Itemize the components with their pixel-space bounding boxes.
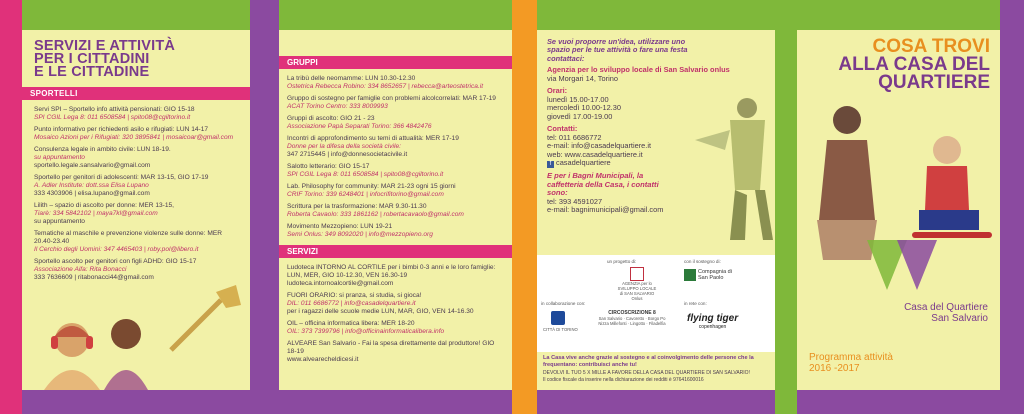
item-detail: www.alvearecheldicesi.it	[287, 356, 359, 363]
agency-name: Agenzia per lo sviluppo locale di San Salvario onlus	[547, 65, 730, 75]
cover-title-2: ALLA CASA DEL	[838, 54, 990, 75]
cover-title-1: COSA TROVI	[872, 36, 990, 57]
item-title: Punto informativo per richiedenti asilo e rifugiati: LUN 14-17	[34, 126, 209, 133]
item-title: Ludoteca INTORNO AL CORTILE per i bimbi 0-3 anni e le loro famiglie: LUN, MER, GIO 10-12.30, VEN 16.30-19	[287, 264, 496, 279]
item-detail: su appuntamento	[34, 218, 85, 225]
dancers-photo	[675, 90, 775, 240]
panel-cover	[797, 30, 1000, 390]
item-contact: Associazione Aifa: Rita Bonacci	[34, 266, 127, 273]
program-title	[809, 352, 893, 374]
item-contact: Ostetrica Rebecca Robino: 334 8652657 | rebecca@arteostetrica.it	[287, 83, 484, 90]
item-contact: Associazione Papà Separati Torino: 366 4842476	[287, 123, 432, 130]
circ-title: CIRCOSCRIZIONE 8	[608, 310, 656, 316]
sponsors-area	[537, 255, 775, 390]
trumpet-icon	[166, 280, 246, 360]
item-contact: CRIF Torino: 339 6248401 | infocrifitorino@gmail.com	[287, 191, 444, 198]
address: via Morgari 14, Torino	[547, 73, 618, 83]
bagni-phone: tel: 393 4591027	[547, 196, 603, 206]
list-item	[287, 135, 504, 159]
circoscrizione-logo	[597, 310, 667, 326]
item-detail: per i ragazzi delle scuole medie LUN, MAR, GIO, VEN 14-16.30	[287, 308, 474, 315]
item-title: Gruppi di ascolto: GIO 21 - 23	[287, 115, 375, 122]
title-line: PER I CITTADINI	[34, 51, 150, 67]
services-list	[287, 264, 504, 364]
compagnia-logo	[684, 269, 738, 281]
brand-name	[904, 302, 988, 324]
program-years: 2016 -2017	[809, 363, 860, 374]
section-sportelli: SPORTELLI	[22, 87, 250, 100]
item-contact: Il Cerchio degli Uomini: 347 4465403 | roby.pol@libero.it	[34, 246, 199, 253]
flying-sub: copenhagen	[698, 324, 727, 330]
rete-label: in rete con:	[684, 301, 707, 306]
item-title: Incontri di approfondimento su temi di attualità: MER 17-19	[287, 135, 459, 142]
list-item	[287, 292, 504, 316]
item-contact: su appuntamento	[34, 154, 85, 161]
sostegno-label: con il sostegno di:	[684, 259, 721, 264]
brand-line-2: San Salvario	[931, 313, 988, 324]
list-item	[34, 230, 238, 254]
item-contact: Tiarè: 334 5842102 | maya7kl@gmail.com	[34, 210, 158, 217]
item-title: La tribù delle neomamme: LUN 10.30-12.30	[287, 75, 416, 82]
citta-label: CITTÀ DI TORINO	[543, 327, 578, 332]
list-item	[34, 126, 238, 142]
list-item	[34, 174, 238, 198]
item-detail: 333 7636609 | ritabonacci44@gmail.com	[34, 274, 154, 281]
flying-title: flying tiger	[687, 313, 739, 324]
item-title: ALVEARE San Salvario - Fai la spesa direttamente dal produttore! GIO 18-19	[287, 340, 495, 355]
item-contact: DIL: 011 6686772 | info@casadelquartiere.it	[287, 300, 416, 307]
item-title: Lilith – spazio di ascolto per donne: MER 13-15,	[34, 202, 175, 209]
item-title: Tematiche al maschile e prevenzione violenze sulle donne: MER 20.40-23.40	[34, 230, 223, 245]
item-title: Sportello per genitori di adolescenti: MAR 13-15, GIO 17-19	[34, 174, 209, 181]
contatti-label: Contatti:	[547, 124, 578, 134]
bagni-email[interactable]: e-mail: bagnimunicipali@gmail.com	[547, 205, 664, 215]
orari-line: mercoledì 10.00-12.30	[547, 103, 621, 113]
item-title: Scrittura per la trasformazione: MAR 9.30-11.30	[287, 203, 427, 210]
list-item	[34, 202, 238, 226]
email-link[interactable]: e-mail: info@casadelquartiere.it	[547, 141, 652, 151]
panel1-title	[34, 40, 238, 79]
cover-title-3: QUARTIERE	[878, 72, 990, 93]
panel-contacts	[537, 30, 775, 390]
sportelli-list	[34, 106, 238, 282]
circ-line: Nizza Millefonti · Lingotto · Filadelfia	[598, 321, 666, 326]
facebook-icon: f	[547, 161, 554, 168]
item-contact: OIL: 373 7399796 | info@officinainformaticalibera.info	[287, 328, 445, 335]
item-title: FUORI ORARIO: si pranza, si studia, si gioca!	[287, 292, 422, 299]
list-item	[287, 75, 504, 91]
list-item	[287, 115, 504, 131]
item-contact: SPI CGIL Lega 8: 011 6508584 | spito08@cgiltorino.it	[34, 114, 191, 121]
item-title: Sportello ascolto per genitori con figli ADHD: GIO 15-17	[34, 258, 197, 265]
cdq-logo	[857, 230, 947, 300]
torino-crest-icon	[551, 311, 565, 325]
groups-list	[287, 75, 504, 239]
panel-services	[22, 30, 250, 390]
bagni-text: E per i Bagni Municipali, la caffetteria della Casa, i contatti sono:	[547, 171, 659, 198]
list-item	[34, 146, 238, 170]
compagnia-text: Compagnia di San Paolo	[698, 269, 732, 281]
list-item	[287, 163, 504, 179]
footer-line: DEVOLVI IL TUO 5 X MILLE A FAVORE DELLA CASA DEL QUARTIERE DI SAN SALVARIO!	[543, 370, 750, 376]
list-item	[34, 106, 238, 122]
item-title: Movimento Mezzopieno: LUN 19-21	[287, 223, 393, 230]
item-title: Salotto letterario: GIO 15-17	[287, 163, 370, 170]
list-item	[287, 264, 504, 288]
item-contact: ACAT Torino Centro: 333 8009993	[287, 103, 388, 110]
item-detail: sportello.legale.sansalvario@gmail.com	[34, 162, 151, 169]
orari-label: Orari:	[547, 86, 568, 96]
section-servizi: SERVIZI	[279, 245, 512, 258]
flying-tiger-logo	[687, 313, 738, 330]
phone: tel: 011 6686772	[547, 132, 602, 142]
list-item	[287, 223, 504, 239]
list-item	[34, 258, 238, 282]
website-link[interactable]: web: www.casadelquartiere.it	[547, 149, 643, 159]
agenzia-logo-text: AGENZIA per lo SVILUPPO LOCALE di SAN SALVARIO Onlus	[617, 281, 657, 301]
agenzia-logo	[617, 267, 657, 301]
progetto-label: un progetto di:	[607, 259, 637, 264]
item-contact: A. Adler Institute: dott.ssa Elisa Lupano	[34, 182, 149, 189]
item-contact: SPI CGIL Lega 8: 011 6508584 | spito08@cgiltorino.it	[287, 171, 444, 178]
children-photo	[34, 300, 164, 390]
list-item	[287, 320, 504, 336]
item-detail: 333 4303906 | elisa.lupano@gmail.com	[34, 190, 150, 197]
list-item	[287, 203, 504, 219]
program-label: Programma attività	[809, 352, 893, 363]
list-item	[287, 95, 504, 111]
footer-line: Il codice fiscale da inserire nella dichiarazione dei redditi è 97641600016	[543, 376, 704, 383]
item-contact: Semi Onlus: 349 8092020 | info@mezzopieno.org	[287, 231, 433, 238]
item-title: Consulenza legale in ambito civile: LUN 18-19.	[34, 146, 171, 153]
item-contact: Roberta Cavaolo: 333 1861162 | robertacavaolo@gmail.com	[287, 211, 464, 218]
item-title: OIL – officina informatica libera: MER 18-20	[287, 320, 415, 327]
item-contact: Donne per la difesa della società civile:	[287, 143, 401, 150]
panel-groups	[279, 30, 512, 390]
section-gruppi: GRUPPI	[279, 56, 512, 69]
footer-line: La Casa vive anche grazie al sostegno e al coinvolgimento delle persone che la frequentano: contribuisci anche tu!	[543, 355, 754, 368]
item-detail: 347 2715445 | info@donnesocietacivile.it	[287, 151, 408, 158]
item-title: Lab. Philosophy for community: MAR 21-23 ogni 15 giorni	[287, 183, 456, 190]
title-line: SERVIZI E ATTIVITÀ	[34, 38, 176, 54]
item-title: Gruppo di sostegno per famiglie con problemi alcolcorrelati: MAR 17-19	[287, 95, 496, 102]
list-item	[287, 183, 504, 199]
brand-line-1: Casa del Quartiere	[904, 302, 988, 313]
collaborazione-label: in collaborazione con:	[541, 301, 586, 306]
item-detail: ludoteca.intornoalcortile@gmail.com	[287, 280, 394, 287]
item-contact: Mosaico Azioni per i Rifugiati: 320 3895841 | mosaicoar@gmail.com	[34, 134, 234, 141]
facebook-label: casadelquartiere	[556, 158, 611, 168]
item-title: Servi SPI – Sportello info attività pensionati: GIO 15-18	[34, 106, 195, 113]
circ-line: San Salvario · Cavoretto · Borgo Po	[598, 316, 666, 321]
orari-line: lunedì 15.00-17.00	[547, 94, 609, 104]
list-item	[287, 340, 504, 364]
title-line: E LE CITTADINE	[34, 64, 150, 80]
footer-box	[537, 352, 775, 390]
intro-text: Se vuoi proporre un'idea, utilizzare uno spazio per le tue attività o fare una festa contattaci:	[547, 37, 688, 63]
orari-line: giovedì 17.00-19.00	[547, 111, 613, 121]
